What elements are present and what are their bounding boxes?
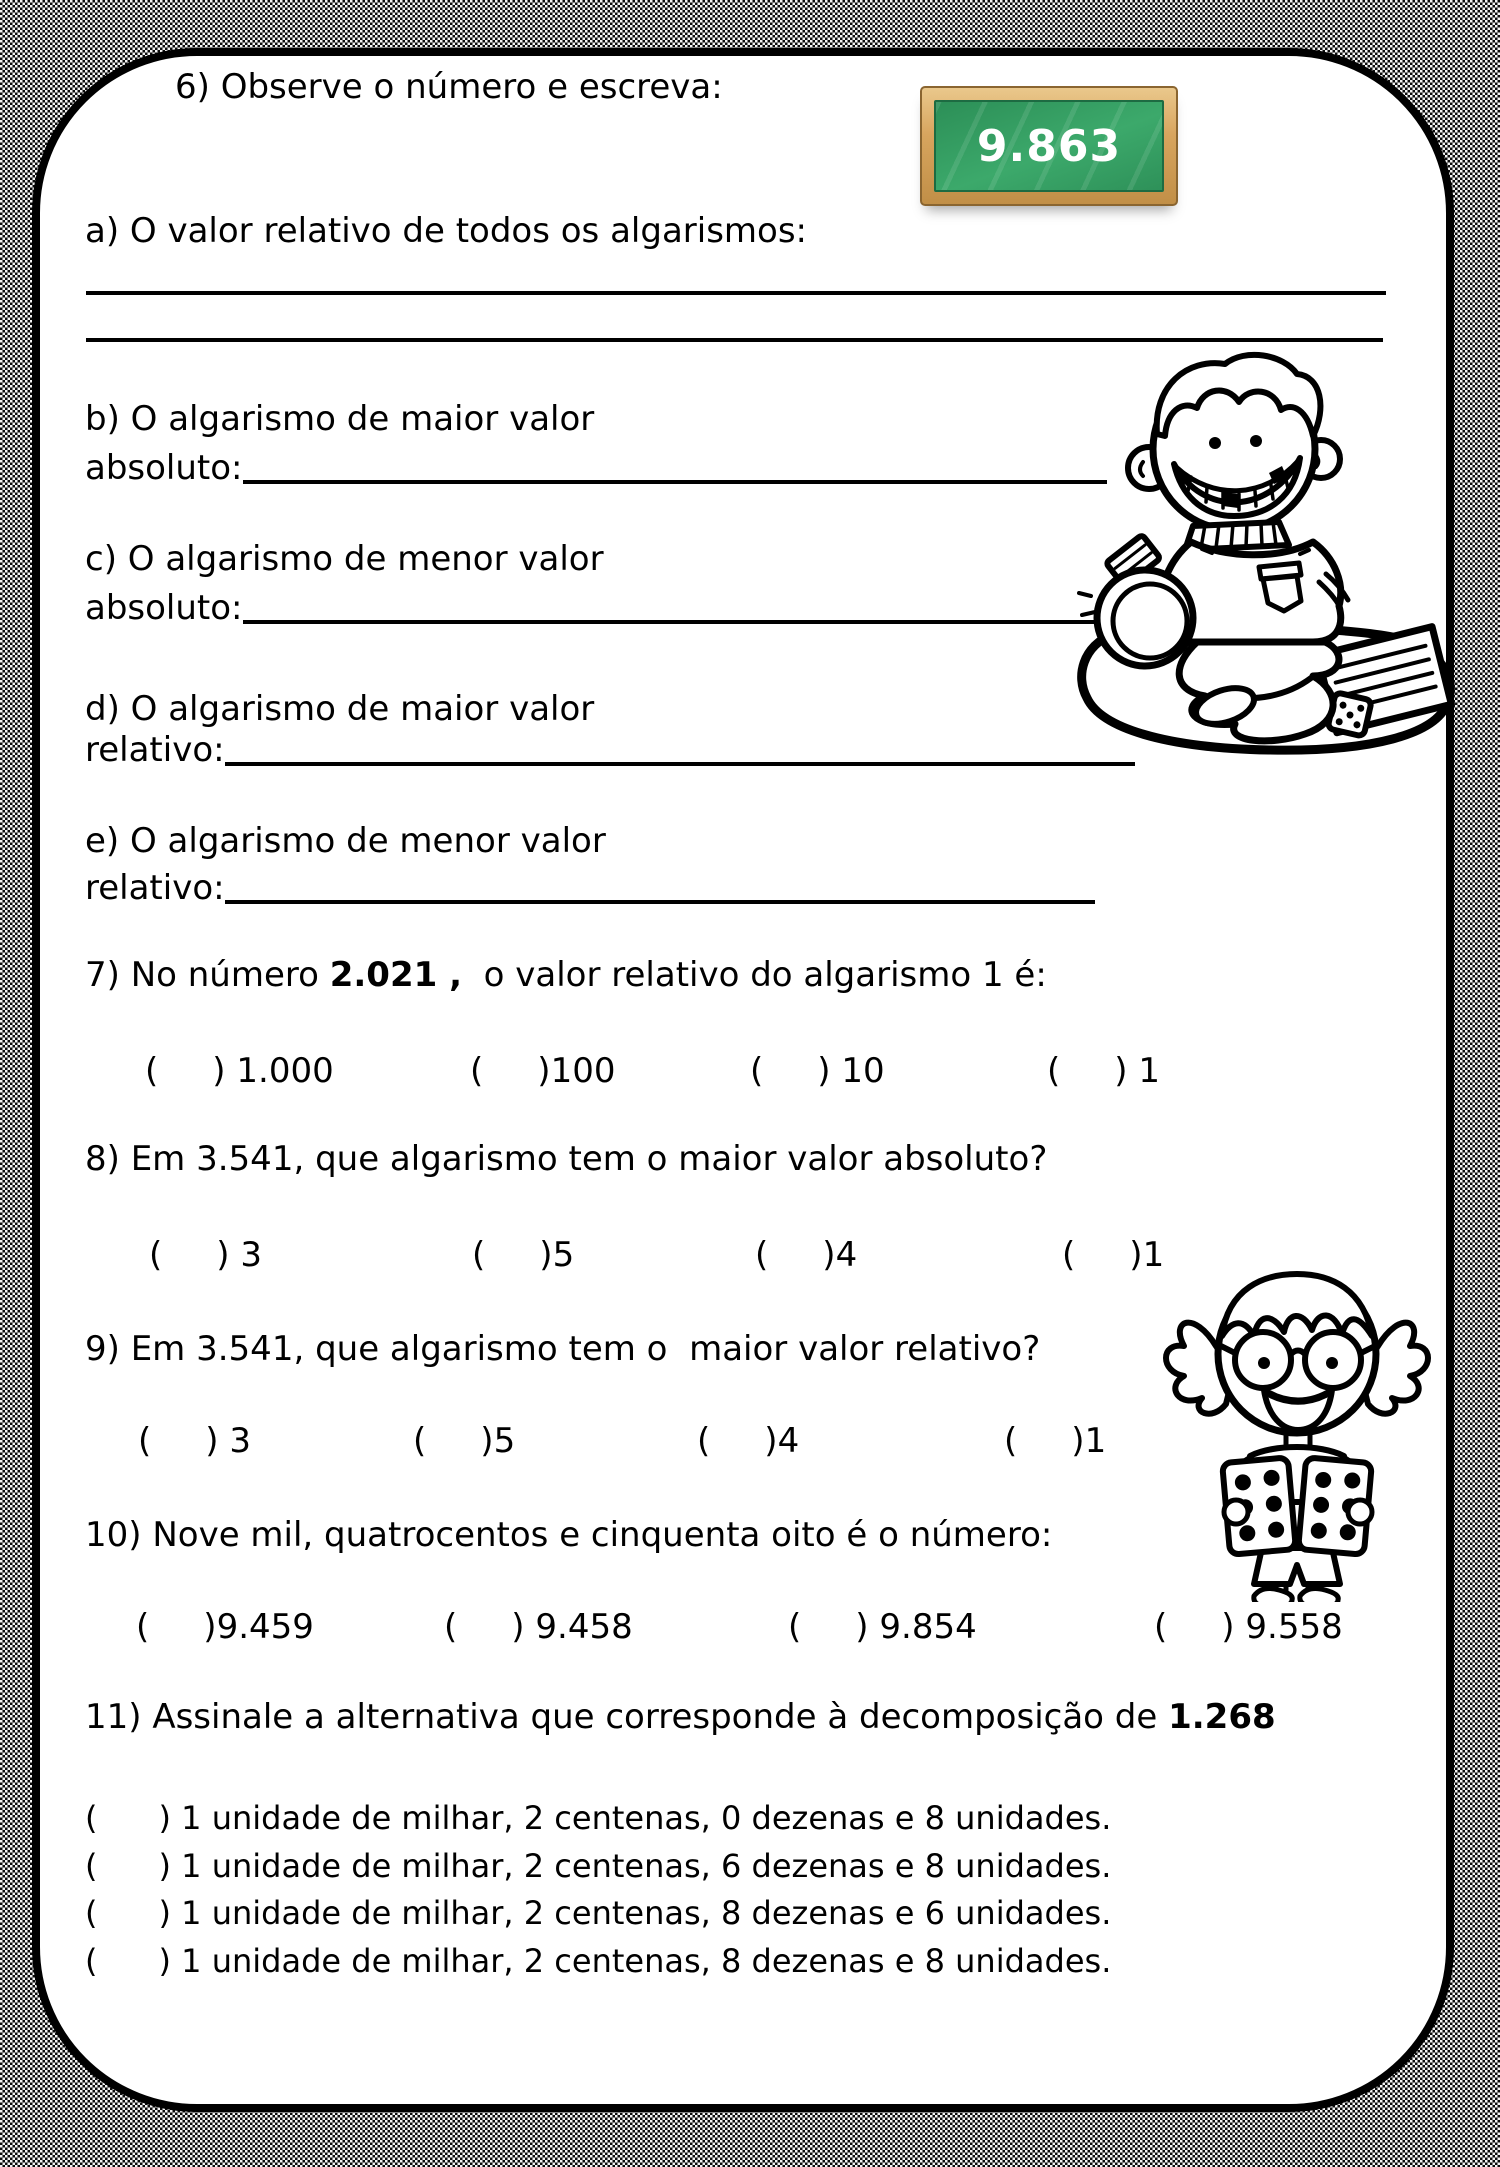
chalkboard-icon [920,86,1178,206]
q8-option-4: ( )1 [1062,1235,1165,1275]
answer-line [86,291,1386,295]
q7-option-2: ( )100 [470,1051,616,1091]
q7-option-4: ( ) 1 [1047,1051,1161,1091]
q7-number: 2.021 , [329,955,463,995]
girl-shoe [1300,1588,1338,1602]
q6-item-c-label: c) O algarismo de menor valor [85,539,604,579]
q6-item-e-word: relativo: [85,868,225,908]
q10-option-3: ( ) 9.854 [788,1607,977,1647]
answer-blank [225,900,1095,904]
q8-option-3: ( )4 [755,1235,858,1275]
q6-item-b-answer [85,448,1107,486]
q11-title [85,1696,1276,1738]
chalkboard-number: 9.863 [976,120,1122,172]
q11-option-2: ( ) 1 unidade de milhar, 2 centenas, 6 dezenas e 8 unidades. [85,1847,1112,1885]
girl-with-glasses-holding-dominoes-illustration [1152,1254,1444,1602]
q7-option-3: ( ) 10 [750,1051,885,1091]
boy-sitting-with-dice-and-paper-illustration [1073,346,1460,760]
q6-item-d-word: relativo: [85,730,225,770]
chalkboard-surface [934,100,1164,192]
q10-title: 10) Nove mil, quatrocentos e cinquenta oito é o número: [85,1515,1053,1555]
q10-option-2: ( ) 9.458 [444,1607,633,1647]
girl-hand [1224,1500,1248,1524]
q7-title [85,954,1047,996]
q6-item-b-word: absoluto: [85,448,243,488]
q11-prefix: 11) Assinale a alternativa que corresponde à decomposição de [85,1697,1169,1737]
q6-item-d-label: d) O algarismo de maior valor [85,689,595,729]
q6-item-a-label: a) O valor relativo de todos os algarismos: [85,211,808,251]
q7-option-1: ( ) 1.000 [145,1051,334,1091]
q9-option-2: ( )5 [413,1421,516,1461]
q7-suffix: o valor relativo do algarismo 1 é: [462,955,1047,995]
q9-option-1: ( ) 3 [138,1421,252,1461]
girl-hand [1348,1500,1372,1524]
q11-option-3: ( ) 1 unidade de milhar, 2 centenas, 8 dezenas e 6 unidades. [85,1894,1112,1932]
answer-line [86,338,1383,342]
q6-item-b-label: b) O algarismo de maior valor [85,399,595,439]
q11-option-1: ( ) 1 unidade de milhar, 2 centenas, 0 dezenas e 8 unidades. [85,1799,1112,1837]
answer-blank [243,620,1105,624]
q8-option-1: ( ) 3 [149,1235,263,1275]
girl-shoe [1254,1588,1292,1602]
q6-title: 6) Observe o número e escreva: [175,67,723,107]
q7-prefix: 7) No número [85,955,330,995]
q10-option-1: ( )9.459 [136,1607,314,1647]
q8-title: 8) Em 3.541, que algarismo tem o maior valor absoluto? [85,1139,1048,1179]
q11-number: 1.268 [1168,1697,1276,1737]
answer-blank [225,762,1135,766]
q6-item-e-label: e) O algarismo de menor valor [85,821,606,861]
q6-item-c-word: absoluto: [85,588,243,628]
q10-option-4: ( ) 9.558 [1154,1607,1343,1647]
q9-option-3: ( )4 [697,1421,800,1461]
q8-option-2: ( )5 [472,1235,575,1275]
q11-option-4: ( ) 1 unidade de milhar, 2 centenas, 8 dezenas e 8 unidades. [85,1942,1112,1980]
answer-blank [243,480,1107,484]
q9-option-4: ( )1 [1004,1421,1107,1461]
q6-item-d-answer [85,730,1135,768]
q9-title: 9) Em 3.541, que algarismo tem o maior valor relativo? [85,1329,1041,1369]
q6-item-c-answer [85,588,1105,626]
q6-item-e-answer [85,868,1095,906]
